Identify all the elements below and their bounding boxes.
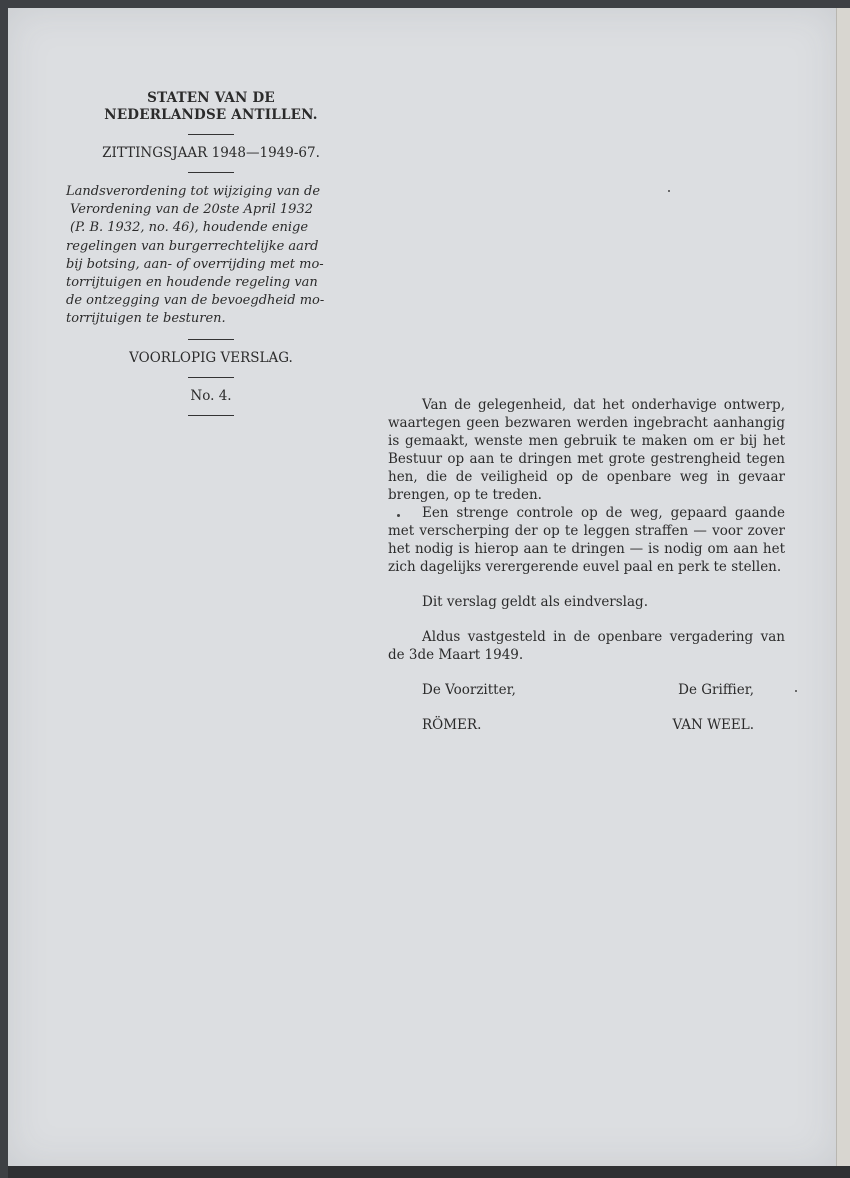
- subject-line: Verordening van de 20ste April 1932: [70, 202, 313, 218]
- scan-edge: [836, 8, 850, 1170]
- organization-name-line1: STATEN VAN DE: [147, 90, 275, 106]
- chair-title: De Voorzitter,: [422, 682, 516, 698]
- ink-speck: [668, 190, 670, 192]
- subject-line: (P. B. 1932, no. 46), houdende enige: [70, 220, 309, 236]
- divider: [188, 377, 234, 378]
- body-paragraph-2: Een strenge controle op de weg, gepaard gaande met verscherping der op te leggen straffen — voor zover het nodig is hierop aan te dringen — is nodig om aan het zich dagelijks verergerende euvel paal en perk te stellen.: [388, 505, 785, 575]
- subject-line: torrijtuigen te besturen.: [66, 311, 226, 327]
- signature-names: [388, 716, 785, 734]
- divider: [188, 134, 234, 135]
- ink-speck: [397, 514, 400, 517]
- subject-line: de ontzegging van de bevoegdheid mo-: [66, 293, 325, 309]
- subject-line: regelingen van burgerrechtelijke aard: [66, 238, 319, 254]
- chair-name: RÖMER.: [422, 717, 482, 733]
- session-year: ZITTINGSJAAR 1948—1949-67.: [102, 145, 320, 161]
- divider: [188, 339, 234, 340]
- body-paragraph-1: Van de gelegenheid, dat het onderhavige ontwerp, waartegen geen bezwaren werden ingebracht aanhangig is gemaakt, wenste men gebruik te maken om er bij het Bestuur op aan te dringen met grote gestrengheid tegen hen, die de veiligheid op de openbare weg in gevaar brengen, op te treden.: [388, 397, 785, 503]
- body-paragraph-4: Aldus vastgesteld in de openbare vergadering van de 3de Maart 1949.: [388, 629, 785, 663]
- report-body: [388, 396, 785, 734]
- organization-name-line2: NEDERLANDSE ANTILLEN.: [104, 107, 318, 123]
- divider: [188, 415, 234, 416]
- document-number: No. 4.: [190, 387, 232, 404]
- body-paragraph-3: Dit verslag geldt als eindverslag.: [422, 594, 648, 610]
- clerk-name: VAN WEEL.: [672, 717, 754, 733]
- scan-background: [8, 1166, 850, 1178]
- subject-line: Landsverordening tot wijziging van de: [66, 184, 321, 199]
- signature-titles: [388, 681, 785, 699]
- subject-line: torrijtuigen en houdende regeling van: [66, 275, 318, 291]
- clerk-title: De Griffier,: [678, 682, 754, 698]
- divider: [188, 172, 234, 173]
- subject-title: [66, 183, 356, 329]
- document-header: [66, 90, 356, 426]
- report-type: VOORLOPIG VERSLAG.: [129, 349, 293, 366]
- ink-speck: [795, 690, 797, 692]
- subject-line: bij botsing, aan- of overrijding met mo-: [66, 256, 324, 272]
